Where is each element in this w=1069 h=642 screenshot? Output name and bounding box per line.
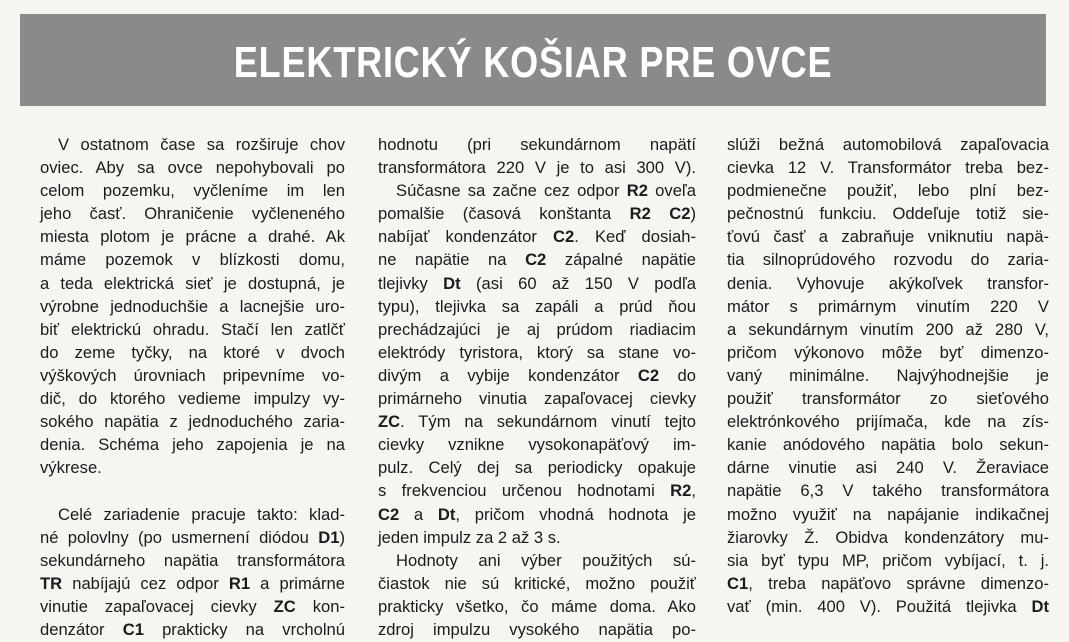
text-line: transformátora 220 V je to asi 300 V). (378, 158, 696, 178)
text-line: pomalšie (časová konštanta R2 C2) (378, 204, 696, 224)
text-line: biť elektrickú ohradu. Stačí len zatlčť (40, 319, 345, 339)
text-line: vať (min. 400 V). Použitá tlejivka Dt (727, 596, 1049, 616)
text-line: mátor s primárnym vinutím 220 V (727, 296, 1049, 316)
text-line: sekundárneho napätia transformátora (40, 550, 345, 570)
text-line: V ostatnom čase sa rozširuje chov (58, 135, 345, 154)
text-line: použiť transformátor zo sieťového (727, 389, 1049, 409)
text-line: zdroj impulzu vysokého napätia po- (378, 619, 696, 639)
text-line: napätie 6,3 V takého transformátora (727, 481, 1049, 501)
text-line: dič, do ktorého vedieme impulzy vy- (40, 389, 345, 409)
text-line: výškových úrovniach pripevníme vo- (40, 365, 345, 385)
text-line: Súčasne sa začne cez odpor R2 oveľa (396, 181, 696, 201)
text-line: výkrese. (40, 458, 102, 478)
text-line: oviec. Aby sa ovce nepohybovali po (40, 158, 345, 178)
text-line: typu), tlejivka sa zapáli a prúd ňou (378, 296, 696, 316)
text-line: dárne vinutie asi 240 V. Žeraviace (727, 458, 1049, 478)
text-line: žiarovky Ž. Obidva kondenzátory mu- (727, 527, 1049, 547)
text-line: s frekvenciou určenou hodnotami R2, (378, 481, 696, 501)
text-line: sokého napätia z jednoduchého zaria- (40, 412, 345, 432)
paragraph-gap (40, 479, 345, 502)
text-line: a sekundárnym vinutím 200 až 280 V, (727, 319, 1049, 339)
text-line: divým a vybije kondenzátor C2 do (378, 365, 696, 385)
text-line: výrobne jednoduchšie a lacnejšie uro- (40, 296, 345, 316)
text-line: cievka 12 V. Transformátor treba bez- (727, 158, 1049, 178)
text-line: TR nabíjajú cez odpor R1 a primárne (40, 573, 345, 593)
text-line: slúži bežná automobilová zapaľovacia (727, 135, 1049, 154)
text-line: nabíjať kondenzátor C2. Keď dosiah- (378, 227, 696, 247)
text-line: prakticky všetko, čo máme doma. Ako (378, 596, 696, 616)
text-line: vinutie zapaľovacej cievky ZC kon- (40, 596, 346, 616)
text-line: máme pozemok v blízkosti domu, (40, 250, 345, 270)
text-line: pečnostnú funkciu. Oddeľuje totiž sie- (727, 204, 1049, 224)
text-line: ne napätie na C2 zápalné napätie (378, 250, 697, 270)
text-line: sia byť typu MP, pričom vybíjací, t. j. (727, 550, 1049, 570)
text-line: C1, treba napäťovo správne dimenzo- (727, 573, 1049, 593)
text-line: vaný minimálne. Najvýhodnejšie je (727, 365, 1049, 385)
text-line: miesta plotom je prácne a drahé. Ak (40, 227, 345, 247)
column-2 (378, 133, 696, 641)
text-line: celom pozemku, vyčleníme im len (40, 181, 345, 201)
text-line: jeden impulz za 2 až 3 s. (378, 527, 561, 547)
text-line: jeho časť. Ohraničenie vyčleneného (40, 204, 345, 224)
text-line: primárneho vinutia zapaľovacej cievky (378, 389, 696, 409)
text-line: Hodnoty ani výber použitých sú- (396, 550, 696, 570)
text-line: pričom výkonovo môže byť dimenzo- (727, 342, 1049, 362)
text-line: prechádzajúci je aj prúdom riadiacim (378, 319, 696, 339)
column-3 (727, 133, 1049, 618)
text-line: tia silnoprúdového rozvodu do zaria- (727, 250, 1049, 270)
text-line: ťovú časť a zabraňuje vniknutiu napä- (727, 227, 1049, 247)
text-line: a teda elektrická sieť je dostupná, je (40, 273, 345, 293)
text-line: cievky vznikne vysokonapäťový im- (378, 435, 696, 455)
text-line: denia. Vyhovuje akýkoľvek transfor- (727, 273, 1049, 293)
text-line: čiastok nie sú kritické, možno použiť (378, 573, 696, 593)
text-line: denzátor C1 prakticky na vrcholnú (40, 619, 345, 639)
text-line: elektródy tyristora, ktorý sa stane vo- (378, 342, 696, 362)
text-line: denia. Schéma jeho zapojenia je na (40, 435, 345, 455)
text-line: ZC. Tým na sekundárnom vinutí tejto (378, 412, 696, 432)
text-line: tlejivky Dt (asi 60 až 150 V podľa (378, 273, 697, 293)
text-line: C2 a Dt, pričom vhodná hodnota je (378, 504, 697, 524)
text-line: do zeme tyčky, na ktoré v dvoch (40, 342, 345, 362)
text-line: né polovlny (po usmernení diódou D1) (40, 527, 345, 547)
text-line: hodnotu (pri sekundárnom napätí (378, 135, 696, 154)
article-title: ELEKTRICKÝ KOŠIAR PRE OVCE (233, 38, 833, 87)
text-line: pulz. Celý dej sa periodicky opakuje (378, 458, 696, 478)
text-line: Celé zariadenie pracuje takto: klad- (58, 504, 345, 524)
title-banner (20, 14, 1046, 106)
text-line: podmienečne použiť, lebo plní bez- (727, 181, 1049, 201)
column-1 (40, 133, 345, 641)
text-line: kanie anódového napätia bolo sekun- (727, 435, 1049, 455)
text-line: elektrónkového prijímača, kde na zís- (727, 412, 1049, 432)
text-line: možno využiť na napájanie indikačnej (727, 504, 1049, 524)
